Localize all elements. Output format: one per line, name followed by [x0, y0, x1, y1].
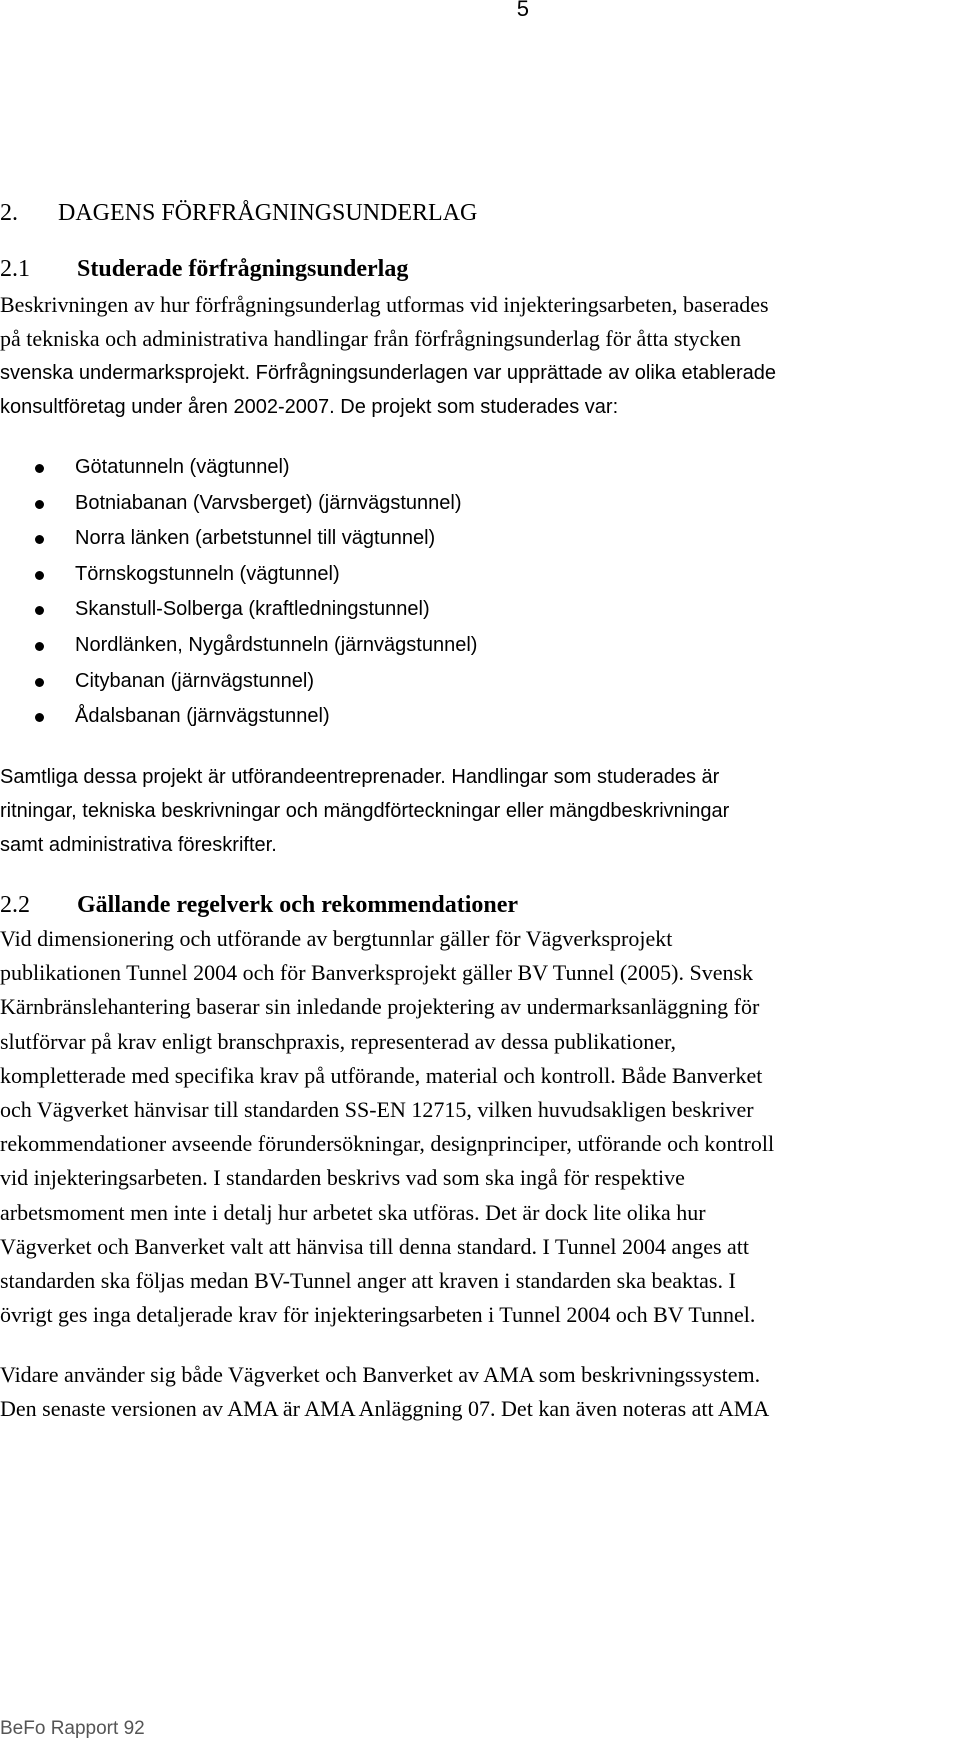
list-item: [0, 450, 477, 486]
list-item: [0, 486, 477, 522]
report-footer: BeFo Rapport 92: [0, 1718, 145, 1739]
paragraph-line: konsultföretag under åren 2002-2007. De projekt som studerades var:: [0, 396, 619, 418]
bullet-icon: [35, 713, 44, 722]
section-title: Gällande regelverk och rekommendationer: [77, 892, 519, 918]
paragraph-line: Kärnbränslehantering baserar sin inledande projektering av undermarksanläggning för: [0, 994, 760, 1020]
paragraph-line: Vägverket och Banverket valt att hänvisa till denna standard. I Tunnel 2004 anges att: [0, 1233, 750, 1259]
paragraph-line: vid injekteringsarbeten. I standarden beskrivs vad som ska ingå för respektive: [0, 1165, 685, 1191]
regulations-paragraph: [0, 922, 868, 1332]
paragraph-line: standarden ska följas medan BV-Tunnel anger att kraven i standarden ska beaktas. I: [0, 1268, 736, 1294]
section-number: 2.1: [0, 256, 30, 282]
list-item: [0, 592, 477, 628]
list-item-label: Nordlänken, Nygårdstunneln (järnvägstunnel): [75, 633, 478, 656]
project-list: [0, 450, 477, 735]
paragraph-line: Beskrivningen av hur förfrågningsunderlag utformas vid injekteringsarbeten, baserades: [0, 292, 769, 317]
bullet-icon: [35, 606, 44, 615]
bullet-icon: [35, 571, 44, 580]
paragraph-line: på tekniska och administrativa handlingar från förfrågningsunderlag för åtta stycken: [0, 326, 742, 351]
intro-paragraph: [0, 288, 868, 424]
list-item-label: Ådalsbanan (järnvägstunnel): [75, 705, 330, 728]
chapter-heading: [0, 200, 477, 227]
chapter-title: DAGENS FÖRFRÅGNINGSUNDERLAG: [58, 200, 478, 226]
paragraph-line: Den senaste versionen av AMA är AMA Anläggning 07. Det kan även noteras att AMA: [0, 1396, 770, 1421]
bullet-icon: [35, 500, 44, 509]
paragraph-line: samt administrativa föreskrifter.: [0, 834, 277, 856]
paragraph-line: kompletterade med specifika krav på utförande, material och kontroll. Både Banverket: [0, 1062, 763, 1088]
list-item-label: Norra länken (arbetstunnel till vägtunnel): [75, 527, 436, 550]
paragraph-line: rekommendationer avseende förundersökningar, designprinciper, utförande och kontroll: [0, 1131, 775, 1157]
list-item-label: Botniabanan (Varvsberget) (järnvägstunnel): [75, 491, 462, 514]
list-item-label: Citybanan (järnvägstunnel): [75, 669, 315, 692]
paragraph-line: Samtliga dessa projekt är utförandeentreprenader. Handlingar som studerades är: [0, 766, 720, 788]
list-item: [0, 557, 477, 593]
paragraph-line: publikationen Tunnel 2004 och för Banverksprojekt gäller BV Tunnel (2005). Svensk: [0, 960, 754, 986]
paragraph-line: övrigt ges inga detaljerade krav för injekteringsarbeten i Tunnel 2004 och BV Tunnel.: [0, 1302, 756, 1328]
bullet-icon: [35, 642, 44, 651]
bullet-icon: [35, 535, 44, 544]
list-item: [0, 521, 477, 557]
list-item: [0, 699, 477, 735]
chapter-number: 2.: [0, 200, 18, 226]
list-item: [0, 628, 477, 664]
paragraph-line: och Vägverket hänvisar till standarden SS-EN 12715, vilken huvudsakligen beskriver: [0, 1097, 754, 1123]
section-number: 2.2: [0, 892, 30, 918]
list-item: [0, 664, 477, 700]
section-heading-2-2: [0, 892, 518, 919]
paragraph-line: Vidare använder sig både Vägverket och Banverket av AMA som beskrivningssystem.: [0, 1362, 761, 1387]
bullet-icon: [35, 464, 44, 473]
bullet-icon: [35, 678, 44, 687]
paragraph-line: slutförvar på krav enligt branschpraxis, representerad av dessa publikationer,: [0, 1028, 676, 1054]
ama-paragraph: [0, 1358, 868, 1426]
list-item-label: Skanstull-Solberga (kraftledningstunnel): [75, 598, 430, 621]
paragraph-line: Vid dimensionering och utförande av bergtunnlar gäller för Vägverksprojekt: [0, 926, 673, 951]
section-heading-2-1: [0, 256, 408, 283]
summary-paragraph: [0, 760, 868, 862]
section-title: Studerade förfrågningsunderlag: [77, 256, 409, 282]
page-number: 5: [516, 0, 529, 21]
paragraph-line: arbetsmoment men inte i detalj hur arbetet ska utföras. Det är dock lite olika hur: [0, 1199, 706, 1225]
paragraph-line: svenska undermarksprojekt. Förfrågningsunderlagen var upprättade av olika etablerade: [0, 362, 777, 384]
list-item-label: Törnskogstunneln (vägtunnel): [75, 562, 340, 585]
list-item-label: Götatunneln (vägtunnel): [75, 456, 290, 478]
paragraph-line: ritningar, tekniska beskrivningar och mängdförteckningar eller mängdbeskrivningar: [0, 800, 730, 822]
